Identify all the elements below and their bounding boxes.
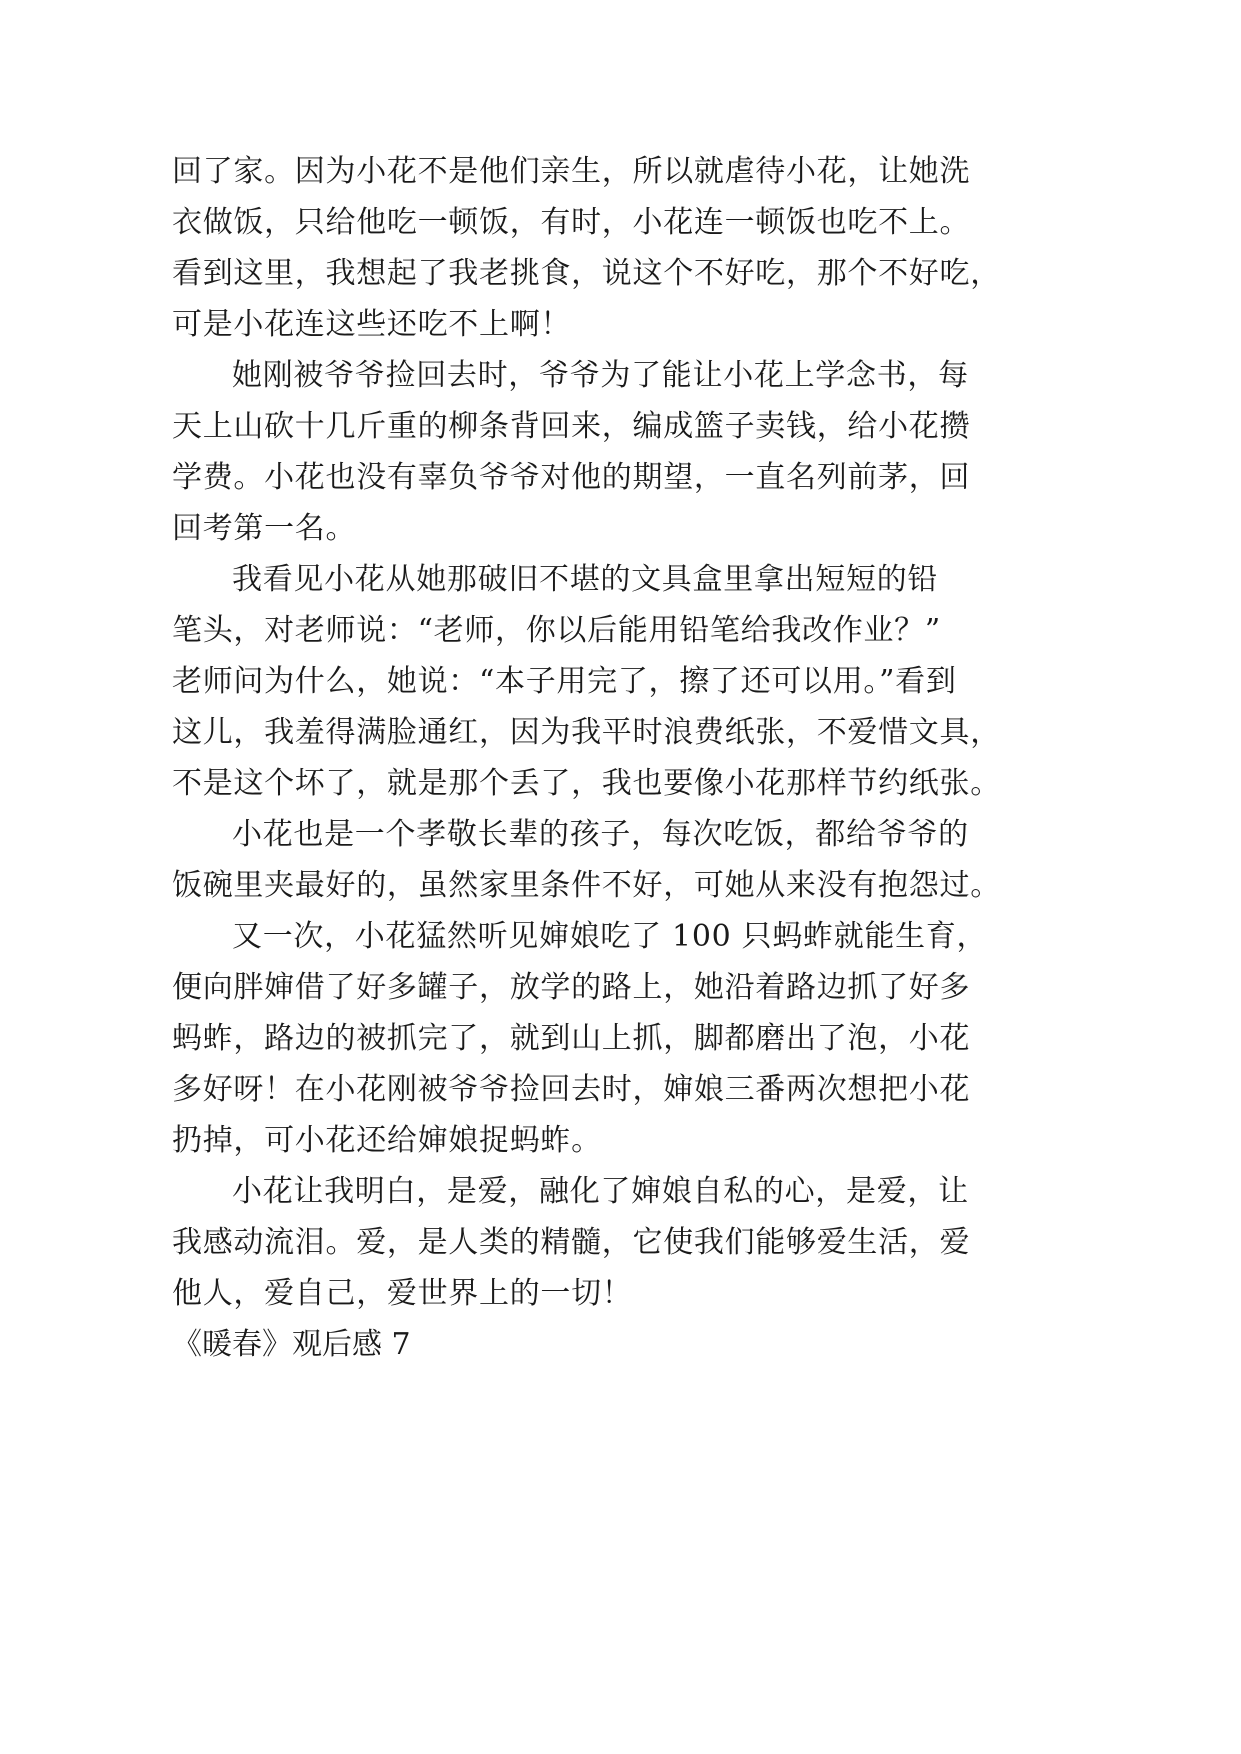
text-line: 不是这个坏了，就是那个丢了，我也要像小花那样节约纸张。: [172, 766, 1001, 801]
paragraph-2: [172, 350, 1152, 554]
paragraph-1: [172, 146, 1152, 350]
text-line: 我感动流泪。爱，是人类的精髓，它使我们能够爱生活，爱: [172, 1225, 971, 1260]
text-line: 回了家。因为小花不是他们亲生，所以就虐待小花，让她洗: [172, 154, 971, 189]
text-line: 他人，爱自己，爱世界上的一切！: [172, 1276, 633, 1311]
text-line: 便向胖婶借了好多罐子，放学的路上，她沿着路边抓了好多: [172, 970, 971, 1005]
section-heading: [172, 1319, 1152, 1370]
text-line: 衣做饭，只给他吃一顿饭，有时，小花连一顿饭也吃不上。: [172, 205, 971, 240]
text-line: 小花也是一个孝敬长辈的孩子，每次吃饭，都给爷爷的: [232, 817, 969, 852]
text-line: 这儿，我羞得满脸通红，因为我平时浪费纸张，不爱惜文具，: [172, 715, 1001, 750]
text-line: 回考第一名。: [172, 511, 357, 546]
paragraph-4: [172, 809, 1152, 911]
text-line: 老师问为什么，她说：“本子用完了，擦了还可以用。”看到: [172, 664, 957, 699]
text-line: 饭碗里夹最好的，虽然家里条件不好，可她从来没有抱怨过。: [172, 868, 1001, 903]
document-body: [172, 146, 1152, 1370]
text-line: 笔头，对老师说：“老师，你以后能用铅笔给我改作业？”: [172, 613, 941, 648]
paragraph-6: [172, 1166, 1152, 1319]
text-line: 多好呀！在小花刚被爷爷捡回去时，婶娘三番两次想把小花: [172, 1072, 971, 1107]
text-line: 小花让我明白，是爱，融化了婶娘自私的心，是爱，让: [232, 1174, 969, 1209]
paragraph-5: [172, 911, 1152, 1166]
paragraph-3: [172, 554, 1152, 809]
text-line: 学费。小花也没有辜负爷爷对他的期望，一直名列前茅，回: [172, 460, 971, 495]
text-line: 蚂蚱，路边的被抓完了，就到山上抓，脚都磨出了泡，小花: [172, 1021, 971, 1056]
text-line: 又一次，小花猛然听见婶娘吃了 100 只蚂蚱就能生育，: [232, 919, 988, 954]
text-line: 天上山砍十几斤重的柳条背回来，编成篮子卖钱，给小花攒: [172, 409, 971, 444]
section-title: 《暖春》观后感 7: [172, 1327, 411, 1362]
text-line: 我看见小花从她那破旧不堪的文具盒里拿出短短的铅: [232, 562, 939, 597]
text-line: 看到这里，我想起了我老挑食，说这个不好吃，那个不好吃，: [172, 256, 1001, 291]
text-line: 她刚被爷爷捡回去时，爷爷为了能让小花上学念书，每: [232, 358, 969, 393]
text-line: 扔掉，可小花还给婶娘捉蚂蚱。: [172, 1123, 602, 1158]
text-line: 可是小花连这些还吃不上啊！: [172, 307, 572, 342]
